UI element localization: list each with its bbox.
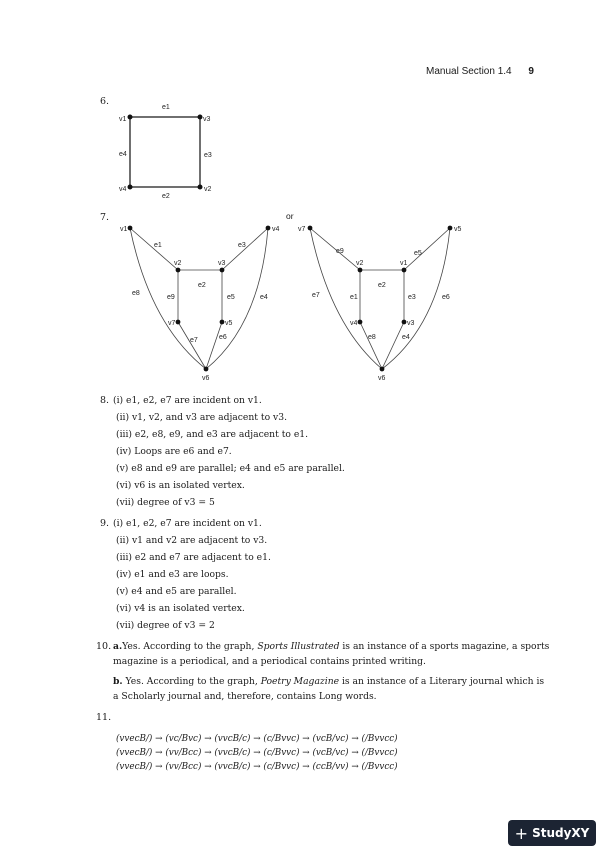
label-e3: e3 <box>204 152 212 159</box>
label-e1: e1 <box>162 104 170 111</box>
label-v3: v3 <box>203 116 211 123</box>
p9-item-2: (ii) v1 and v2 are adjacent to v3. <box>116 535 268 546</box>
section-title: Manual Section 1.4 <box>426 66 512 77</box>
problem-7-number: 7. <box>100 212 110 223</box>
p10-a-ital: Sports Illustrated <box>257 641 340 652</box>
problem-6-graph <box>110 100 220 205</box>
left-label-e1: e1 <box>154 242 162 249</box>
p10-a-pre: Yes. According to the graph, <box>122 641 258 652</box>
studyxy-logo <box>508 820 596 846</box>
p10-b-pre: Yes. According to the graph, <box>122 676 261 687</box>
left-label-v5: v5 <box>225 320 233 327</box>
problem-11-number: 11. <box>96 712 112 723</box>
p9-item-3: (iii) e2 and e7 are adjacent to e1. <box>116 552 271 563</box>
problem-7-graph-left <box>110 215 285 385</box>
label-v1: v1 <box>119 116 127 123</box>
p8-item-1: (i) e1, e2, e7 are incident on v1. <box>113 395 262 406</box>
left-label-v4: v4 <box>272 226 280 233</box>
p8-item-5: (v) e8 and e9 are parallel; e4 and e5 are parallel. <box>116 463 345 474</box>
p10-b-mark: b. <box>113 676 123 687</box>
right-label-v3: v3 <box>407 320 415 327</box>
left-label-v1: v1 <box>120 226 128 233</box>
left-label-v3: v3 <box>218 260 226 267</box>
left-label-v6: v6 <box>202 375 210 382</box>
vertex-v3 <box>198 115 203 120</box>
right-label-e7: e7 <box>312 292 320 299</box>
left-label-v7: v7 <box>168 320 176 327</box>
right-label-e3: e3 <box>408 294 416 301</box>
label-e2: e2 <box>162 193 170 200</box>
right-label-e4: e4 <box>402 334 410 341</box>
right-label-v6: v6 <box>378 375 386 382</box>
p10-b-line-1 <box>113 676 544 687</box>
plus-icon: + <box>514 823 529 843</box>
left-label-v2: v2 <box>174 260 182 267</box>
problem-6-number: 6. <box>100 96 110 107</box>
vertex-v1 <box>128 115 133 120</box>
right-label-v1: v1 <box>400 260 408 267</box>
problem-7-graph-right <box>290 215 470 385</box>
p8-item-7: (vii) degree of v3 = 5 <box>116 497 215 508</box>
p8-item-6: (vi) v6 is an isolated vertex. <box>116 480 245 491</box>
left-label-e5: e5 <box>227 294 235 301</box>
right-label-v4: v4 <box>350 320 358 327</box>
left-label-e2: e2 <box>198 282 206 289</box>
right-label-e8: e8 <box>368 334 376 341</box>
problem-10-number: 10. <box>96 641 112 652</box>
problem-9-number: 9. <box>100 518 110 529</box>
vertex-v2 <box>198 185 203 190</box>
left-label-e4: e4 <box>260 294 268 301</box>
right-label-v7: v7 <box>298 226 306 233</box>
p10-a-post: is an instance of a sports magazine, a sports <box>339 641 550 652</box>
left-label-e8: e8 <box>132 290 140 297</box>
right-label-e6: e6 <box>442 294 450 301</box>
left-label-e7: e7 <box>190 337 198 344</box>
p10-a-mark: a. <box>113 641 123 652</box>
right-label-v5: v5 <box>454 226 462 233</box>
p10-b-line-2: a Scholarly journal and, therefore, contains Long words. <box>113 691 377 702</box>
right-label-e5: e5 <box>414 250 422 257</box>
p8-item-2: (ii) v1, v2, and v3 are adjacent to v3. <box>116 412 287 423</box>
p11-line-1: (vvecB/) → (vc/Bvc) → (vvcB/c) → (c/Bvvc) → (vcB/vc) → (/Bvvcc) <box>116 734 398 744</box>
square-edges <box>130 117 200 187</box>
p9-item-4: (iv) e1 and e3 are loops. <box>116 569 229 580</box>
p8-item-4: (iv) Loops are e6 and e7. <box>116 446 232 457</box>
left-label-e6: e6 <box>219 334 227 341</box>
or-label: or <box>286 211 294 221</box>
label-e4: e4 <box>119 151 127 158</box>
right-label-e1: e1 <box>350 294 358 301</box>
p10-a-line-1 <box>113 641 549 652</box>
p9-item-5: (v) e4 and e5 are parallel. <box>116 586 237 597</box>
right-label-e9: e9 <box>336 248 344 255</box>
label-v2: v2 <box>204 186 212 193</box>
p10-b-ital: Poetry Magazine <box>260 676 340 687</box>
left-label-e9: e9 <box>167 294 175 301</box>
p10-b-post: is an instance of a Literary journal which is <box>339 676 545 687</box>
p11-line-2: (vvecB/) → (vv/Bcc) → (vvcB/c) → (c/Bvvc) → (vcB/vc) → (/Bvvcc) <box>116 748 398 758</box>
problem-8-number: 8. <box>100 395 110 406</box>
p8-item-3: (iii) e2, e8, e9, and e3 are adjacent to e1. <box>116 429 309 440</box>
right-label-e2: e2 <box>378 282 386 289</box>
vertex-v4 <box>128 185 133 190</box>
left-label-e3: e3 <box>238 242 246 249</box>
label-v4: v4 <box>119 186 127 193</box>
logo-text: StudyXY <box>532 826 590 840</box>
p11-line-3: (vvecB/) → (vv/Bcc) → (vvcB/c) → (c/Bvvc) → (ccB/vv) → (/Bvvcc) <box>116 762 398 772</box>
p9-item-7: (vii) degree of v3 = 2 <box>116 620 215 631</box>
page-number: 9 <box>528 66 534 77</box>
p9-item-6: (vi) v4 is an isolated vertex. <box>116 603 245 614</box>
right-label-v2: v2 <box>356 260 364 267</box>
p10-a-line-2: magazine is a periodical, and a periodical contains printed writing. <box>113 656 426 667</box>
running-header <box>426 66 534 77</box>
p9-item-1: (i) e1, e2, e7 are incident on v1. <box>113 518 262 529</box>
